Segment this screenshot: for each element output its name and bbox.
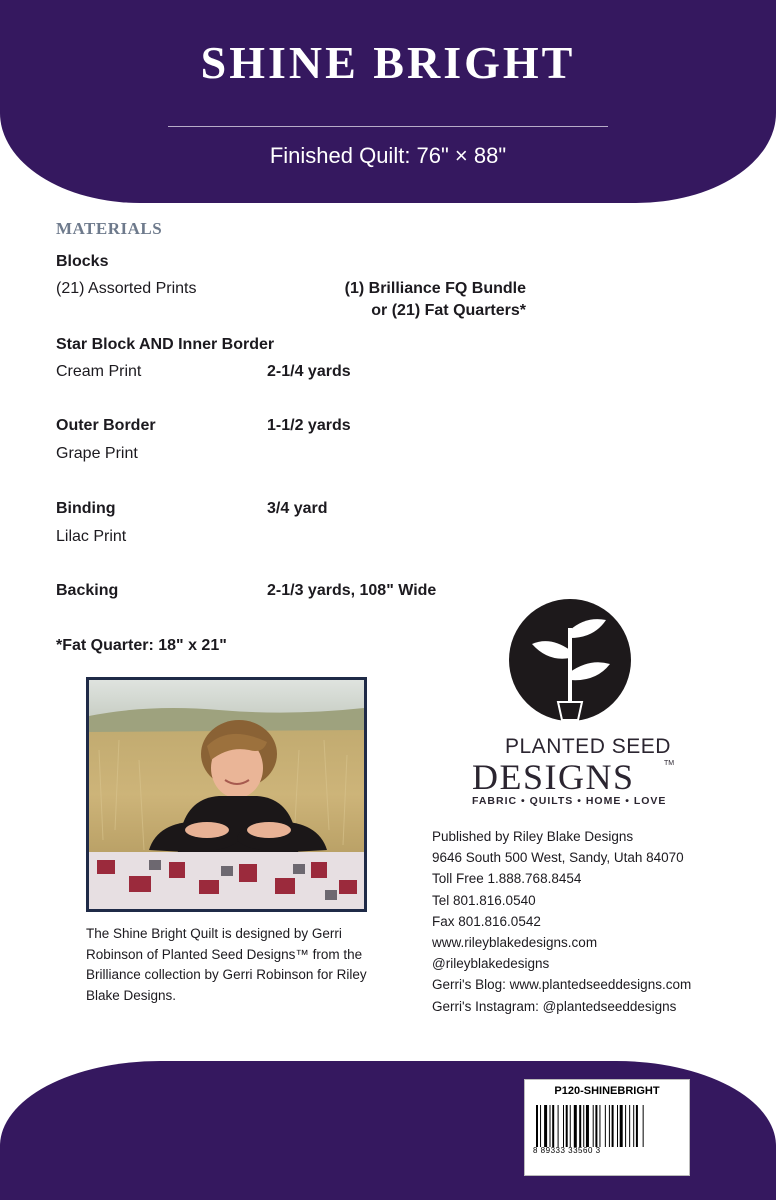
publisher-fax: Fax 801.816.0542 bbox=[432, 913, 541, 929]
designer-instagram: Gerri's Instagram: @plantedseeddesigns bbox=[432, 998, 677, 1014]
barcode-bar bbox=[605, 1105, 606, 1147]
barcode-bar bbox=[579, 1105, 581, 1147]
barcode-bar bbox=[599, 1105, 600, 1147]
outer-border-label: Outer Border bbox=[56, 417, 156, 434]
barcode-bar bbox=[593, 1105, 594, 1147]
barcode-bar bbox=[625, 1105, 626, 1147]
binding-item: Lilac Print bbox=[56, 528, 127, 545]
title-divider bbox=[168, 126, 608, 127]
barcode-bar bbox=[540, 1105, 541, 1147]
publisher-line: Published by Riley Blake Designs bbox=[432, 829, 634, 844]
barcode-bar bbox=[544, 1105, 547, 1147]
barcode-bar bbox=[586, 1105, 589, 1147]
blocks-label: Blocks bbox=[56, 253, 109, 270]
barcode-bar bbox=[566, 1105, 568, 1147]
barcode-bar bbox=[643, 1105, 644, 1147]
star-block-item: Cream Print bbox=[56, 363, 142, 380]
barcode-label bbox=[524, 1079, 690, 1176]
blocks-amount-line2: or (21) Fat Quarters* bbox=[371, 302, 526, 319]
publisher-toll-free: Toll Free 1.888.768.8454 bbox=[432, 871, 582, 887]
star-block-label: Star Block AND Inner Border bbox=[56, 336, 275, 353]
barcode-number: 8 89333 33560 3 bbox=[533, 1146, 601, 1155]
publisher-website: www.rileyblakedesigns.com bbox=[432, 935, 598, 951]
barcode-bar bbox=[620, 1105, 623, 1147]
sku-code: P120-SHINEBRIGHT bbox=[554, 1085, 660, 1097]
outer-border-amount: 1-1/2 yards bbox=[267, 417, 351, 434]
blocks-amount-line1: (1) Brilliance FQ Bundle bbox=[344, 280, 526, 297]
publisher-address: 9646 South 500 West, Sandy, Utah 84070 bbox=[432, 850, 684, 866]
barcode-bar bbox=[595, 1105, 597, 1147]
materials-heading: MATERIALS bbox=[56, 219, 163, 238]
planted-seed-logo-icon bbox=[508, 598, 632, 727]
outer-border-item: Grape Print bbox=[56, 445, 138, 462]
barcode-bar bbox=[636, 1105, 638, 1147]
logo-tagline: FABRIC • QUILTS • HOME • LOVE bbox=[472, 795, 667, 807]
designer-photo bbox=[86, 677, 367, 912]
barcode-bar bbox=[609, 1105, 610, 1147]
designer-blog: Gerri's Blog: www.plantedseeddesigns.com bbox=[432, 977, 692, 993]
barcode-bar bbox=[629, 1105, 630, 1147]
barcode-bar bbox=[536, 1105, 538, 1147]
barcode-bar bbox=[552, 1105, 554, 1147]
barcode-bar bbox=[563, 1105, 564, 1147]
star-block-amount: 2-1/4 yards bbox=[267, 363, 351, 380]
barcode-bar bbox=[570, 1105, 571, 1147]
finished-size: Finished Quilt: 76" × 88" bbox=[269, 143, 507, 168]
header-banner bbox=[0, 0, 776, 203]
publisher-info bbox=[432, 826, 691, 1017]
barcode-bar bbox=[574, 1105, 577, 1147]
barcode-bar bbox=[617, 1105, 618, 1147]
binding-amount: 3/4 yard bbox=[267, 500, 328, 517]
barcode-bar bbox=[558, 1105, 559, 1147]
publisher-tel: Tel 801.816.0540 bbox=[432, 892, 536, 908]
photo-caption: The Shine Bright Quilt is designed by Gerri Robinson of Planted Seed Designs™ from the Brilliance collection by Gerri Robinson for Riley Blake Designs. bbox=[86, 926, 367, 1003]
backing-amount: 2-1/3 yards, 108" Wide bbox=[267, 582, 437, 599]
logo-trademark: TM bbox=[664, 760, 675, 767]
fat-quarter-footnote: *Fat Quarter: 18" x 21" bbox=[56, 637, 227, 654]
publisher-handle: @rileyblakedesigns bbox=[432, 956, 550, 972]
logo-line2: DESIGNS bbox=[472, 757, 635, 797]
blocks-item: (21) Assorted Prints bbox=[56, 280, 197, 297]
barcode-icon bbox=[536, 1105, 678, 1147]
pattern-title: SHINE BRIGHT bbox=[200, 37, 576, 88]
barcode-bar bbox=[612, 1105, 614, 1147]
logo-line1: PLANTED SEED bbox=[505, 735, 671, 758]
barcode-bar bbox=[633, 1105, 634, 1147]
barcode-bar bbox=[550, 1105, 551, 1147]
barcode-bar bbox=[583, 1105, 584, 1147]
backing-label: Backing bbox=[56, 582, 119, 599]
binding-label: Binding bbox=[56, 500, 116, 517]
